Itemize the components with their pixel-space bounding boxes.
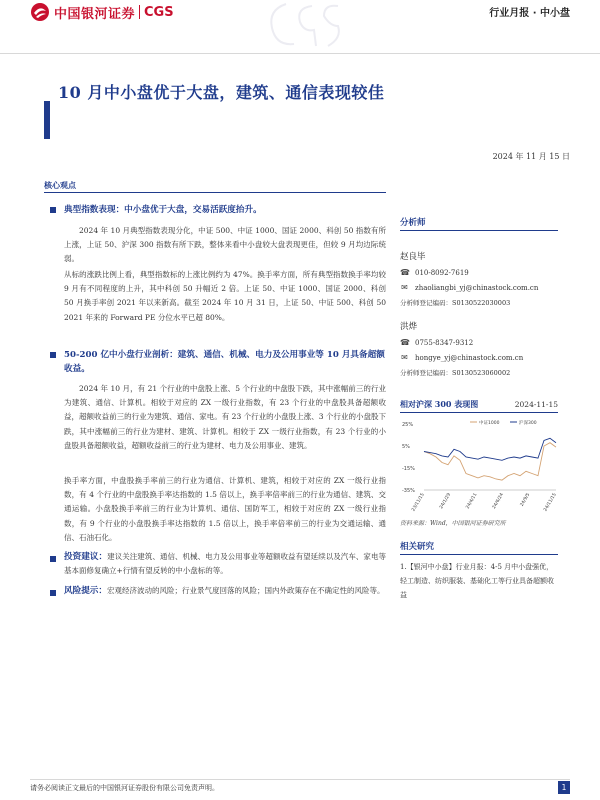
x-tick-label: 24/1/29 [439,492,453,511]
y-tick-label: 5% [402,444,410,450]
paragraph: 2024 年 10 月典型指数表现分化，中证 500、中证 1000、国证 2000、科创 50 指数有所上涨，上证 50、沪深 300 指数有所下跌，整体来看中小盘较大盘表现更佳，但较 9 月均边际统弱。 [64,226,386,264]
related-research-item[interactable]: 1.【银河中小盘】行业月报：4-5 月中小盘强优，轻工制造、纺织服装、基础化工等行业具备超额收益 [400,563,554,599]
investment-advice-text: 建议关注建筑、通信、机械、电力及公用事业等超额收益有望延续以及汽车、家电等基本面修复确立+行情有望反转的中小盘标的等。 [64,552,386,576]
legend-label: 沪深300 [519,421,537,426]
paragraph: 2024 年 10 月，有 21 个行业的中盘股上涨、5 个行业的中盘股下跌，其中涨幅前三的行业为建筑、通信、计算机。相较于对应的 ZX 一级行业指数，有 23 个行业的中盘股具备超额收益，超额收益前三的行业为建筑、通信、家电。有 23 个行业的小盘股上涨、3 个行业的小盘股下跌，其中涨幅前三的行业为建材、建筑、计算机。相较于 ZX 一级行业指数，有 23 个行业的小盘股具备超额收益，超额收益前三的行业为建材、电力及公用事业、建筑。 [64,384,386,450]
cgs-watermark [258,0,348,52]
analyst-name: 洪烨 [400,322,418,332]
risk-warning-text: 宏观经济波动的风险；行业景气度回落的风险；国内外政策存在不确定性的风险等。 [106,586,385,595]
x-tick-label: 24/11/15 [543,492,558,513]
paragraph: 换手率方面，中盘股换手率前三的行业为通信、计算机、建筑，相较于对应的 ZX 一级行业指数，有 4 个行业的中盘股换手率达指数的 1.5 倍以上，换手率倍率前三的行业为通信、建筑、交通运输。小盘股换手率前三的行业为计算机、通信、国防军工，相较于对应的 ZX 一级行业指数，有 9 个行业的小盘股换手率达指数的 1.5 倍以上，换手率倍率前三的行业为交通运输、通信、石油石化。 [64,476,386,542]
analyst-cert-row [400,368,523,377]
analyst-cert-row [400,298,538,307]
paragraph: 从标的涨跌比例上看，典型指数标的上涨比例约为 47%。换手率方面，所有典型指数换手率均较 9 月有不同程度的上升，其中科创 50 升幅近 2 倍。上证 50、中证 1000、国证 2000、科创 50 月换手率创 2021 年以来新高。截至 2024 年 10 月 31 日，上证 50、中证 500、科创 50 2021 年来的 Forward PE 分位水平已超 80%。 [64,270,386,322]
footer-disclaimer: 请务必阅读正文最后的中国银河证券股份有限公司免责声明。 [30,784,219,792]
investment-advice [64,550,386,578]
analyst-email-row [400,283,538,292]
analysts-divider [400,230,558,231]
email-icon: ✉ [401,353,408,362]
section-heading-risk-warning: 风险提示： [64,586,107,596]
x-tick-label: 24/4/11 [465,492,479,511]
report-date: 2024 年 11 月 15 日 [492,152,570,161]
footer-divider [30,779,570,780]
chart-title: 相对沪深 300 表现图 [400,399,479,409]
chart-divider [400,412,558,413]
analysts-label: 分析师 [400,218,426,228]
core-views-divider [44,192,386,193]
section-heading-investment-advice: 投资建议： [64,552,108,562]
analyst-email[interactable]: hongye_yj@chinastock.com.cn [415,353,524,362]
logo-divider [139,5,140,19]
email-icon: ✉ [401,283,408,292]
page-title: 10 月中小盘优于大盘，建筑、通信表现较佳 [58,83,385,102]
chart-date: 2024-11-15 [514,400,558,409]
brand-logo [30,1,174,23]
page-number: 1 [558,781,570,794]
analyst-email-row [400,353,523,362]
series-line-csi300 [424,438,556,460]
core-views-label: 核心观点 [44,180,76,190]
x-tick-label: 24/9/5 [519,492,532,508]
y-tick-label: 25% [402,422,414,428]
analyst-card [400,250,538,307]
chart-source: 资料来源：Wind，中国银河证券研究所 [400,520,506,527]
risk-warning [64,584,386,598]
analyst-name: 赵良毕 [400,252,426,262]
title-accent-bar [44,101,50,139]
y-tick-label: -15% [402,466,415,472]
phone-icon: ☎ [400,268,410,277]
analyst-email[interactable]: zhaoliangbi_yj@chinastock.com.cn [415,283,539,292]
analyst-phone-row [400,268,538,277]
x-tick-label: 24/6/24 [491,492,505,511]
section-heading-index-performance: 典型指数表现：中小盘优于大盘，交易活跃度抬升。 [64,203,386,217]
galaxy-logo-icon [30,2,50,22]
related-research-label: 相关研究 [400,542,435,552]
y-tick-label: -35% [402,488,415,494]
phone-icon: ☎ [400,338,410,347]
analyst-card [400,320,523,377]
header-divider [0,53,600,54]
analyst-phone: 010-8092-7619 [415,268,469,277]
report-type: 行业月报 · 中小盘 [489,8,570,19]
analyst-cert: 分析师登记编码：S0130522030003 [400,299,511,307]
section-heading-industry-analysis: 50-200 亿中小盘行业剖析：建筑、通信、机械、电力及公用事业等 10 月具备超额收益。 [64,350,385,374]
brand-name-en: CGS [144,4,174,20]
series-line-csi1000 [424,443,556,480]
brand-name-cn: 中国银河证券 [54,6,136,22]
x-tick-label: 23/11/15 [411,492,426,513]
relative-performance-chart [400,416,560,516]
analyst-phone: 0755-8347-9312 [415,338,474,347]
analyst-cert: 分析师登记编码：S0130523060002 [400,369,511,377]
related-research-divider [400,554,558,555]
legend-label: 中证1000 [479,421,500,426]
analyst-phone-row [400,338,523,347]
